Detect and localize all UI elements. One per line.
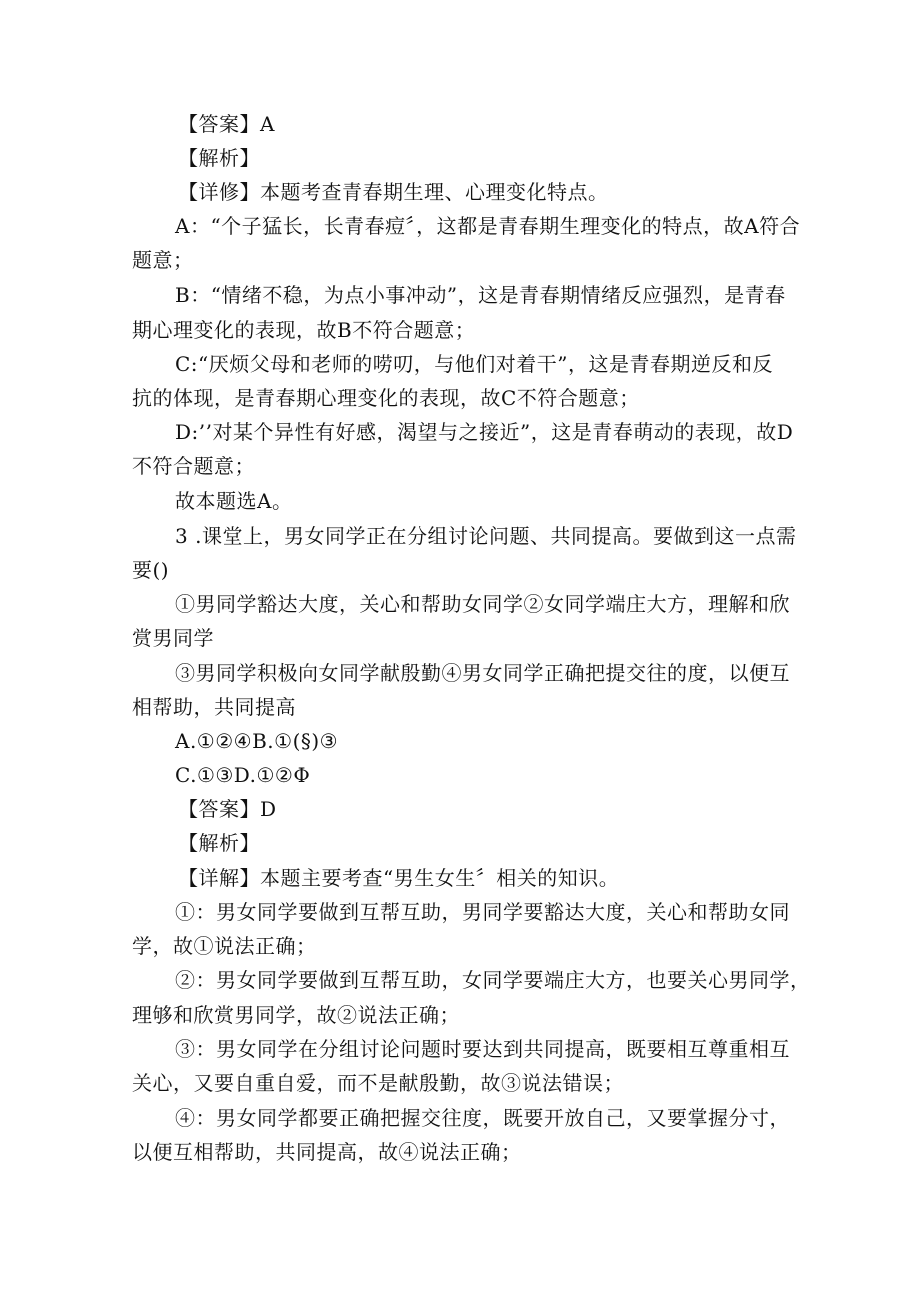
analysis-point-4-line-2: 以便互相帮助，共同提高，故④说法正确；: [132, 1140, 522, 1164]
detail-heading-1: 【详修】本题考查青春期生理、心理变化特点。: [178, 180, 609, 204]
analysis-point-1-line-1: ①：男女同学要做到互帮互助，男同学要豁达大度，关心和帮助女同: [175, 900, 790, 924]
statement-1-2-line-2: 赏男同学: [132, 626, 214, 650]
analysis-point-3-line-1: ③：男女同学在分组讨论问题时要达到共同提高，既要相互尊重相互: [175, 1037, 790, 1061]
question-3-line-1: 3 .课堂上，男女同学正在分组讨论问题、共同提高。要做到这一点需: [175, 524, 797, 548]
analysis-label-2: 【解析】: [178, 831, 260, 855]
analysis-point-1-line-2: 学，故①说法正确；: [132, 934, 317, 958]
paragraph-a-line-2: 题意；: [132, 248, 194, 272]
statement-1-2-line-1: ①男同学豁达大度，关心和帮助女同学②女同学端庄大方，理解和欣: [175, 592, 790, 616]
analysis-point-3-line-2: 关心，又要自重自爱，而不是献殷勤，故③说法错误；: [132, 1071, 624, 1095]
analysis-point-2-line-2: 理够和欣赏男同学，故②说法正确；: [132, 1003, 460, 1027]
paragraph-a-line-1: A：“个子猛长，长青春痘〞，这都是青春期生理变化的特点，故A符合: [175, 214, 801, 238]
answer-label-1: 【答案】A: [178, 112, 275, 136]
options-line-2: C.①③D.①②Φ: [175, 763, 311, 787]
question-3-line-2: 要(): [132, 558, 170, 582]
analysis-point-4-line-1: ④：男女同学都要正确把握交往度，既要开放自己，又要掌握分寸，: [175, 1106, 790, 1130]
paragraph-c-line-1: C:“厌烦父母和老师的唠叨，与他们对着干”，这是青春期逆反和反: [175, 352, 773, 376]
options-line-1: A.①②④B.①(§)③: [175, 729, 339, 753]
paragraph-d-line-1: D:’’对某个异性有好感，渴望与之接近”，这是青春萌动的表现，故D: [175, 420, 794, 444]
paragraph-b-line-1: B：“情绪不稳，为点小事冲动”，这是青春期情绪反应强烈，是青春: [175, 283, 786, 307]
statement-3-4-line-1: ③男同学积极向女同学献殷勤④男女同学正确把提交往的度，以便互: [175, 661, 790, 685]
paragraph-b-line-2: 期心理变化的表现，故B不符合题意；: [132, 318, 476, 342]
paragraph-c-line-2: 抗的体现，是青春期心理变化的表现，故C不符合题意；: [132, 386, 640, 410]
conclusion-line: 故本题选A。: [175, 489, 293, 513]
analysis-label-1: 【解析】: [178, 146, 260, 170]
analysis-point-2-line-1: ②：男女同学要做到互帮互助，女同学要端庄大方，也要关心男同学，: [175, 968, 811, 992]
statement-3-4-line-2: 相帮助，共同提高: [132, 695, 296, 719]
answer-label-2: 【答案】D: [178, 797, 277, 821]
detail-heading-2: 【详解】本题主要考查“男生女生〞相关的知识。: [178, 866, 620, 890]
paragraph-d-line-2: 不符合题意；: [132, 454, 255, 478]
